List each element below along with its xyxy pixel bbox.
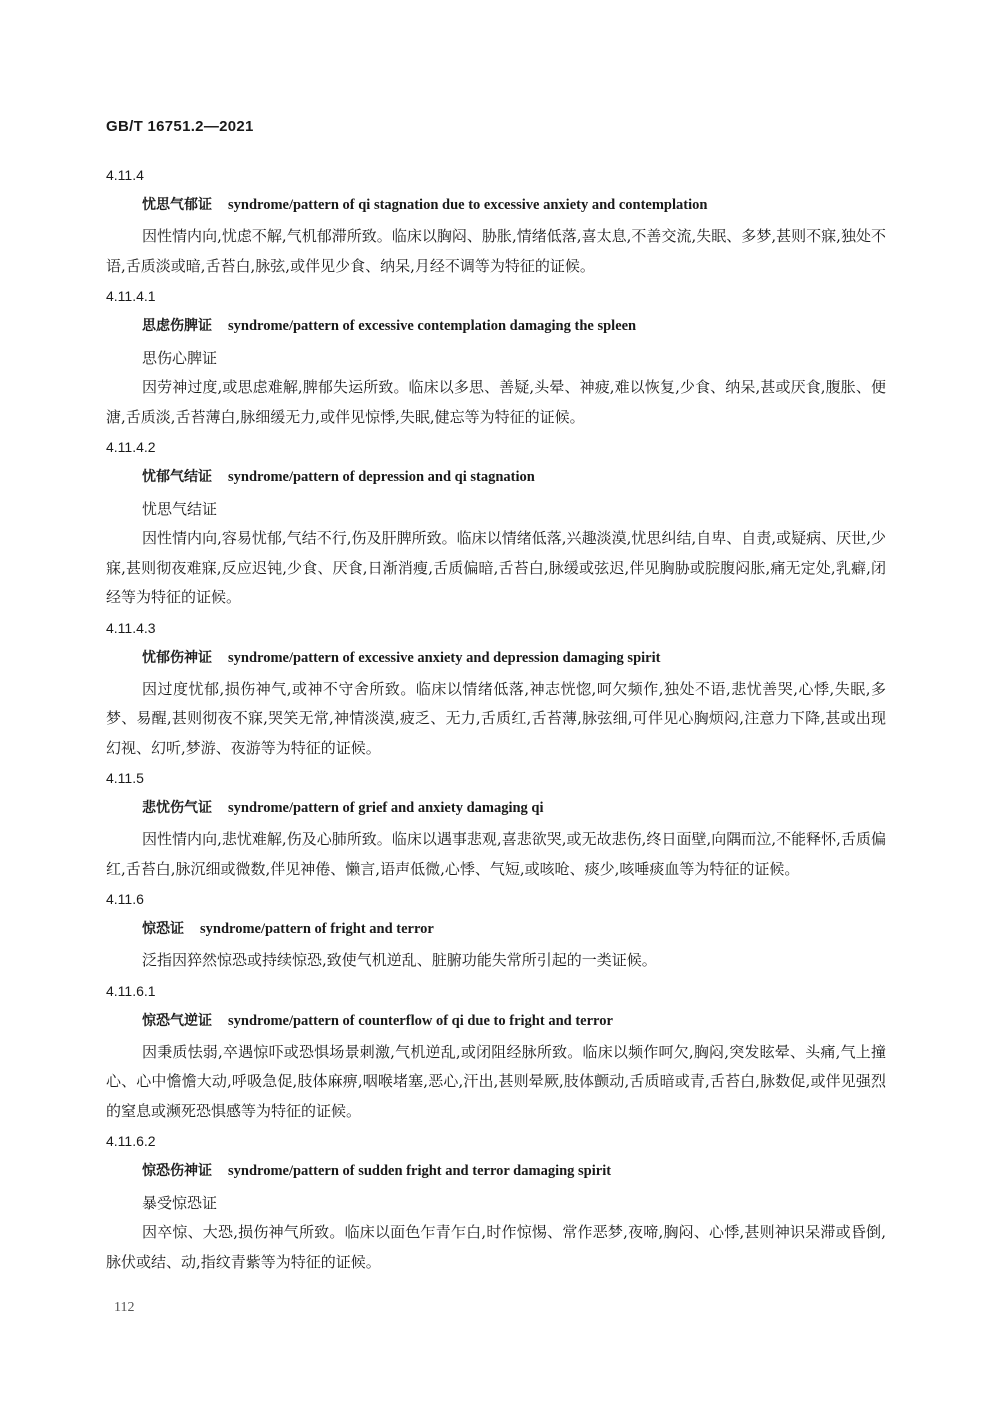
- document-id: GB/T 16751.2—2021: [106, 118, 254, 135]
- term-english: syndrome/pattern of qi stagnation due to excessive anxiety and contemplation: [228, 197, 708, 213]
- term-definition: 因卒惊、大恐,损伤神气所致。临床以面色乍青乍白,时作惊惕、常作恶梦,夜啼,胸闷、心悸,甚则神识呆滞或昏倒,脉伏或结、动,指纹青紫等为特征的证候。: [106, 1223, 886, 1271]
- term-definition: 因性情内向,悲忧难解,伤及心肺所致。临床以遇事悲观,喜悲欲哭,或无故悲伤,终日面壁,向隅而泣,不能释怀,舌质偏红,舌苔白,脉沉细或微数,伴见神倦、懒言,语声低微,心悸、气短,或咳呛、痰少,咳唾痰血等为特征的证候。: [106, 830, 886, 878]
- term-chinese: 忧思气郁证: [142, 197, 212, 213]
- entry-term: [106, 1004, 886, 1038]
- term-synonym: 暴受惊恐证: [142, 1194, 218, 1212]
- term-chinese: 惊恐气逆证: [142, 1012, 212, 1029]
- entry-number: 4.11.6: [106, 891, 144, 907]
- term-entry: [106, 886, 886, 976]
- term-entry: [106, 434, 886, 613]
- entry-number: 4.11.4.3: [106, 619, 156, 636]
- entry-term: [106, 460, 886, 494]
- entry-number: 4.11.4.2: [106, 439, 156, 455]
- term-definition: 因性情内向,忧虑不解,气机郁滞所致。临床以胸闷、胁胀,情绪低落,喜太息,不善交流,失眠、多梦,甚则不寐,独处不语,舌质淡或暗,舌苔白,脉弦,或伴见少食、纳呆,月经不调等为特征的证候。: [106, 227, 886, 275]
- term-chinese: 思虑伤脾证: [142, 318, 212, 334]
- term-chinese: 惊恐伤神证: [142, 1163, 212, 1179]
- term-synonym: 思伤心脾证: [142, 349, 218, 367]
- term-english: syndrome/pattern of grief and anxiety damaging qi: [228, 800, 544, 816]
- term-english: syndrome/pattern of excessive anxiety and depression damaging spirit: [228, 649, 661, 666]
- term-entry: [106, 1128, 886, 1277]
- term-english: syndrome/pattern of excessive contemplation damaging the spleen: [228, 318, 637, 334]
- entry-term: [106, 188, 886, 222]
- entry-number: 4.11.6.2: [106, 1133, 156, 1149]
- term-definition: 因劳神过度,或思虑难解,脾郁失运所致。临床以多思、善疑,头晕、神疲,难以恢复,少食、纳呆,甚或厌食,腹胀、便溏,舌质淡,舌苔薄白,脉细缓无力,或伴见惊悸,失眠,健忘等为特征的证候。: [106, 378, 886, 426]
- term-english: syndrome/pattern of depression and qi stagnation: [228, 469, 535, 485]
- entry-number: 4.11.6.1: [106, 982, 156, 999]
- term-entry: [106, 162, 886, 281]
- term-english: syndrome/pattern of counterflow of qi due to fright and terror: [228, 1012, 613, 1029]
- term-chinese: 忧郁伤神证: [142, 649, 212, 666]
- entry-term: [106, 912, 886, 946]
- entry-number: 4.11.5: [106, 770, 144, 786]
- term-english: syndrome/pattern of sudden fright and terror damaging spirit: [228, 1163, 612, 1179]
- term-entry: [106, 615, 886, 764]
- term-definition: 因秉质怯弱,卒遇惊吓或恐惧场景刺激,气机逆乱,或闭阻经脉所致。临床以频作呵欠,胸闷,突发眩晕、头痛,气上撞心、心中憺憺大动,呼吸急促,肢体麻痹,咽喉堵塞,恶心,汗出,甚则晕厥,肢体颤动,舌质暗或青,舌苔白,脉数促,或伴见强烈的窒息或濒死恐惧感等为特征的证候。: [106, 1042, 886, 1120]
- term-chinese: 忧郁气结证: [142, 469, 212, 485]
- entry-term: [106, 641, 886, 675]
- term-entry: [106, 283, 886, 432]
- entry-term: [106, 1154, 886, 1188]
- term-definition: 因性情内向,容易忧郁,气结不行,伤及肝脾所致。临床以情绪低落,兴趣淡漠,忧思纠结,自卑、自责,或疑病、厌世,少寐,甚则彻夜难寐,反应迟钝,少食、厌食,日渐消瘦,舌质偏暗,舌苔白,脉缓或弦迟,伴见胸胁或脘腹闷胀,痛无定处,乳癖,闭经等为特征的证候。: [106, 529, 886, 606]
- term-chinese: 悲忧伤气证: [142, 800, 212, 816]
- entry-term: [106, 309, 886, 343]
- entry-number: 4.11.4: [106, 167, 144, 183]
- entry-number: 4.11.4.1: [106, 288, 156, 304]
- term-english: syndrome/pattern of fright and terror: [200, 921, 434, 937]
- term-entry: [106, 978, 886, 1127]
- entry-term: [106, 791, 886, 825]
- term-definition: 因过度忧郁,损伤神气,或神不守舍所致。临床以情绪低落,神志恍惚,呵欠频作,独处不语,悲忧善哭,心悸,失眠,多梦、易醒,甚则彻夜不寐,哭笑无常,神情淡漠,疲乏、无力,舌质红,舌苔薄,脉弦细,可伴见心胸烦闷,注意力下降,甚或出现幻视、幻听,梦游、夜游等为特征的证候。: [106, 679, 886, 757]
- page-number: 112: [114, 1300, 135, 1315]
- entries-list: [106, 160, 886, 1277]
- term-synonym: 忧思气结证: [142, 500, 218, 518]
- term-definition: 泛指因猝然惊恐或持续惊恐,致使气机逆乱、脏腑功能失常所引起的一类证候。: [142, 951, 657, 969]
- term-chinese: 惊恐证: [142, 921, 184, 937]
- term-entry: [106, 765, 886, 884]
